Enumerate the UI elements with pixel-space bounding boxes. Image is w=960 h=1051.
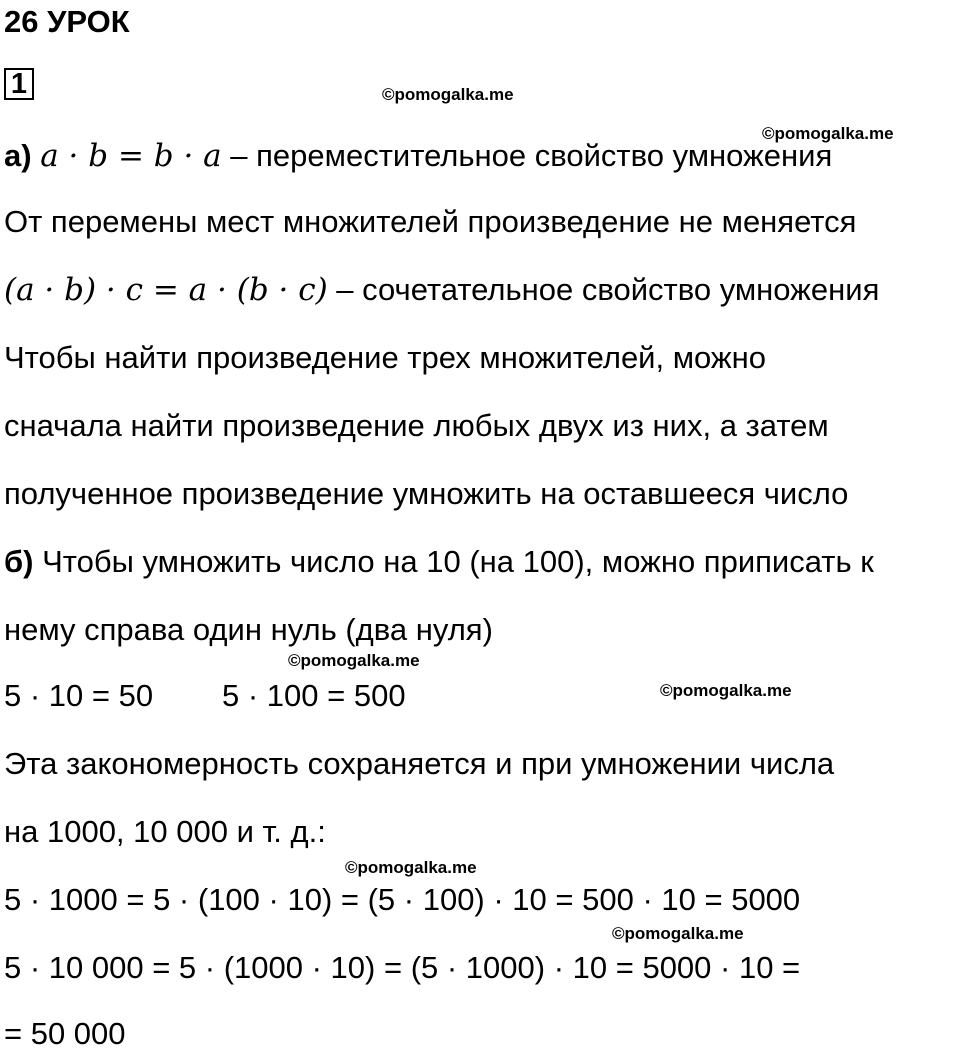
associative-formula: (a · b) · c = a · (b · c) bbox=[4, 272, 328, 308]
calculation-2: 5 · 10 000 = 5 · (1000 · 10) = (5 · 1000) · 10 = 5000 · 10 = bbox=[4, 950, 801, 985]
part-b-line-2: нему справа один нуль (два нуля) bbox=[4, 612, 493, 647]
watermark: ©pomogalka.me bbox=[612, 924, 744, 943]
part-b-rule-text: Чтобы умножить число на 10 (на 100), можно приписать к bbox=[33, 544, 874, 579]
calculation-3: = 50 000 bbox=[4, 1016, 126, 1051]
example-1: 5 · 10 = 50 bbox=[4, 678, 154, 713]
part-b-line-1 bbox=[4, 546, 874, 577]
associative-rule-line-1: Чтобы найти произведение трех множителей, можно bbox=[4, 340, 767, 375]
calculation-1: 5 · 1000 = 5 · (100 · 10) = (5 · 100) · 10 = 500 · 10 = 5000 bbox=[4, 882, 801, 917]
example-2: 5 · 100 = 500 bbox=[222, 678, 406, 713]
associative-description: – сочетательное свойство умножения bbox=[327, 272, 880, 307]
associative-rule-line-3: полученное произведение умножить на оставшееся число bbox=[4, 476, 849, 511]
associative-formula-line bbox=[4, 274, 879, 306]
watermark: ©pomogalka.me bbox=[382, 85, 514, 104]
watermark: ©pomogalka.me bbox=[288, 651, 420, 670]
associative-rule-line-2: сначала найти произведение любых двух из них, а затем bbox=[4, 408, 829, 443]
watermark: ©pomogalka.me bbox=[762, 124, 894, 143]
lesson-title: 26 УРОК bbox=[4, 4, 130, 39]
part-b-line-4: на 1000, 10 000 и т. д.: bbox=[4, 814, 326, 849]
part-b-label: б) bbox=[4, 544, 34, 579]
commutative-formula: a · b = b · a bbox=[40, 138, 222, 174]
commutative-description: – переместительное свойство умножения bbox=[221, 138, 833, 173]
part-a-label: а) bbox=[4, 138, 32, 173]
task-number-box: 1 bbox=[4, 68, 34, 100]
watermark: ©pomogalka.me bbox=[660, 681, 792, 700]
part-b-line-3: Эта закономерность сохраняется и при умножении числа bbox=[4, 746, 835, 781]
watermark: ©pomogalka.me bbox=[345, 858, 477, 877]
commutative-rule: От перемены мест множителей произведение не меняется bbox=[4, 204, 857, 239]
part-a-formula-line bbox=[4, 140, 832, 172]
